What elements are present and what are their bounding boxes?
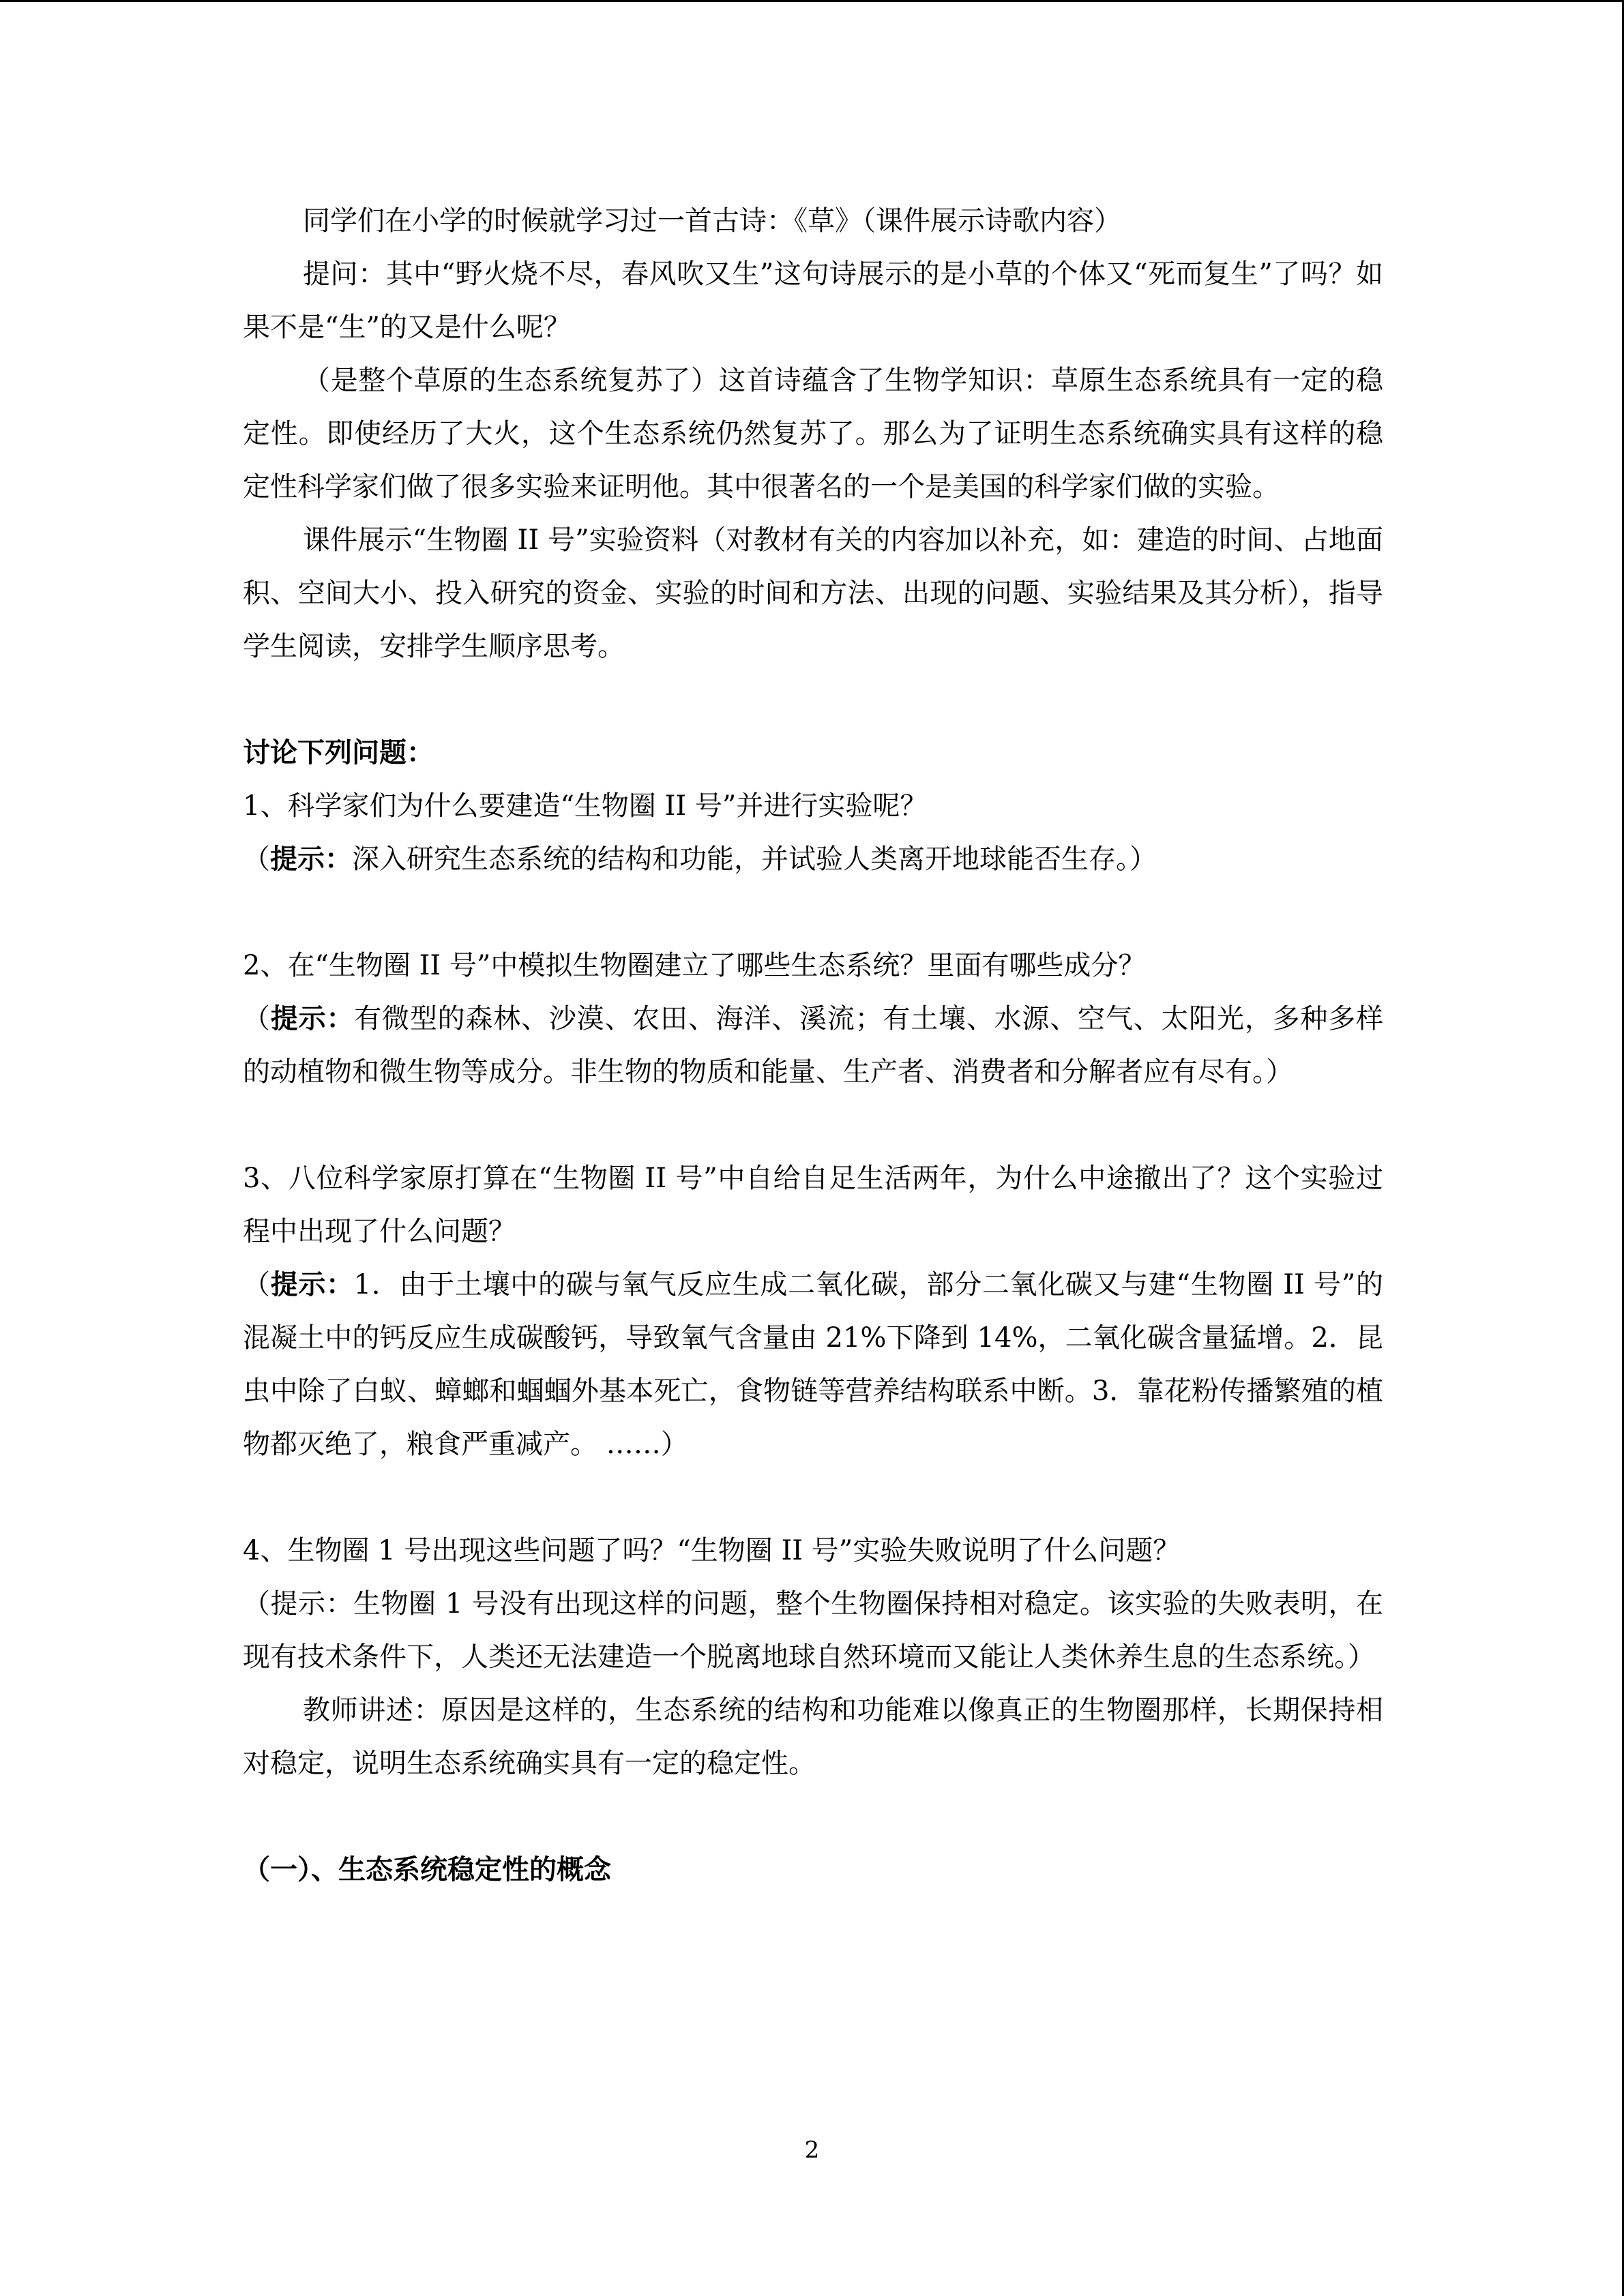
discussion-heading: 讨论下列问题： <box>243 736 434 769</box>
section-heading: （一）、生态系统稳定性的概念 <box>243 1853 611 1885</box>
hint-1 <box>243 833 1383 886</box>
intro-paragraph-1: 同学们在小学的时候就学习过一首古诗：《草》（课件展示诗歌内容） <box>303 205 1121 237</box>
hint-4: （提示：生物圈 1 号没有出现这样的问题，整个生物圈保持相对稳定。该实验的失败表明，在现有技术条件下，人类还无法建造一个脱离地球自然环境而又能让人类休养生息的生态系统。） <box>243 1588 1383 1673</box>
hint-text: 1．由于土壤中的碳与氧气反应生成二氧化碳，部分二氧化碳又与建“生物圈 II 号”的混凝土中的钙反应生成碳酸钙，导致氧气含量由 21%下降到 14%，二氧化碳含量猛增。2．昆虫中除了白蚁、蟑螂和蝈蝈外基本死亡，食物链等营养结构联系中断。3．靠花粉传播繁殖的植物都灭绝了，粮食严重减产。 ……） <box>243 1269 1383 1460</box>
hint-label: 提示： <box>270 1002 355 1034</box>
hint-2 <box>243 992 1383 1099</box>
intro-paragraph-2: 提问：其中“野火烧不尽，春风吹又生”这句诗展示的是小草的个体又“死而复生”了吗？如果不是“生”的又是什么呢？ <box>243 258 1383 343</box>
question-3: 3、八位科学家原打算在“生物圈 II 号”中自给自足生活两年，为什么中途撤出了？这个实验过程中出现了什么问题？ <box>243 1163 1383 1247</box>
hint-open-paren: （ <box>243 1269 271 1300</box>
question-1: 1、科学家们为什么要建造“生物圈 II 号”并进行实验呢？ <box>243 790 928 822</box>
hint-label: 提示： <box>270 843 352 875</box>
question-2: 2、在“生物圈 II 号”中模拟生物圈建立了哪些生态系统？里面有哪些成分？ <box>243 950 1146 981</box>
question-4: 4、生物圈 1 号出现这些问题了吗？“生物圈 II 号”实验失败说明了什么问题？ <box>243 1535 1181 1566</box>
intro-paragraph-4: 课件展示“生物圈 II 号”实验资料（对教材有关的内容加以补充，如：建造的时间、占地面积、空间大小、投入研究的资金、实验的时间和方法、出现的问题、实验结果及其分析），指导学生阅读，安排学生顺序思考。 <box>243 524 1383 662</box>
hint-label: 提示： <box>270 1268 354 1300</box>
document-body <box>243 194 1383 1896</box>
hint-text: 有微型的森林、沙漠、农田、海洋、溪流；有土壤、水源、空气、太阳光，多种多样的动植物和微生物等成分。非生物的物质和能量、生产者、消费者和分解者应有尽有。） <box>243 1003 1384 1088</box>
teacher-explanation: 教师讲述：原因是这样的，生态系统的结构和功能难以像真正的生物圈那样，长期保持相对稳定，说明生态系统确实具有一定的稳定性。 <box>243 1695 1383 1779</box>
hint-open-paren: （ <box>243 1003 271 1034</box>
hint-text: 深入研究生态系统的结构和功能，并试验人类离开地球能否生存。） <box>352 844 1157 875</box>
intro-paragraph-3: （是整个草原的生态系统复苏了）这首诗蕴含了生物学知识：草原生态系统具有一定的稳定性。即使经历了大火，这个生态系统仍然复苏了。那么为了证明生态系统确实具有这样的稳定性科学家们做了很多实验来证明他。其中很著名的一个是美国的科学家们做的实验。 <box>243 365 1383 503</box>
hint-open-paren: （ <box>243 844 270 875</box>
page-number: 2 <box>804 2136 820 2164</box>
hint-3 <box>243 1258 1383 1471</box>
